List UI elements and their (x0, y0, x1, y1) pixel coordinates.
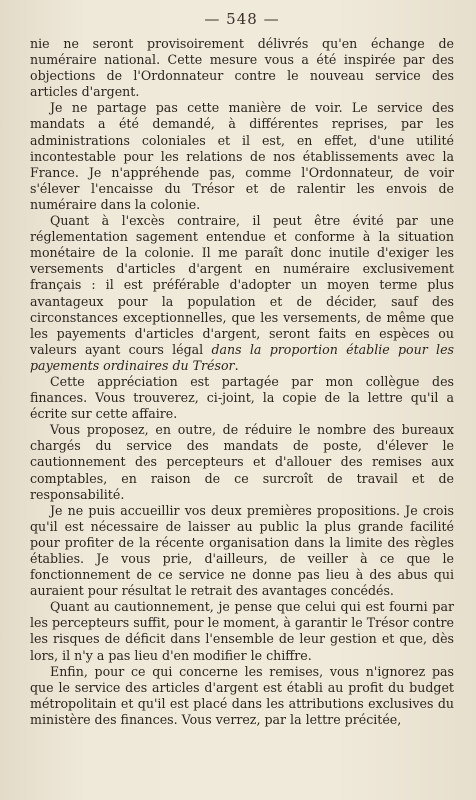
paragraph-3-italic: dans la proportion établie pour les payements ordinaires du Trésor (30, 341, 454, 373)
paragraph-6-text: Je ne puis accueillir vos deux premières propositions. Je crois qu'il est nécessaire de laisser au public la plus grande facilité pour profiter de la récente organisation dans la limite des règles établies. Je vous prie, d'ailleurs, de veiller à ce que le fonctionnement de ce service ne donne pas lieu à des abus qui auraient pour résultat le retrait des avantages concédés. (30, 502, 454, 599)
paragraph-8-text: Enfin, pour ce qui concerne les remises, vous n'ignorez pas que le service des articles d'argent est établi au profit du budget métropolitain et qu'il est placé dans les attributions exclusives du ministère des finances. Vous verrez, par la lettre précitée, (30, 663, 454, 727)
paragraph-3 (30, 213, 454, 374)
paragraph-5-text: Vous proposez, en outre, de réduire le nombre des bureaux chargés du service des mandats de poste, d'élever le cautionnement des percepteurs et d'allouer des remises aux comptables, en raison de ce surcroît de travail et de responsabilité. (30, 422, 454, 502)
paragraph-3-tail: . (234, 357, 239, 373)
page-number: — 548 — (204, 10, 280, 28)
paragraph-2-text: Je ne partage pas cette manière de voir. Le service des mandats a été demandé, à différentes reprises, par les administrations coloniales et il est, en effet, d'une utilité incontestable pour les relations de nos établissements avec la France. Je n'appréhende pas, comme l'Ordonnateur, de voir s'élever l'encaisse du Trésor et de ralentir les envois de numéraire dans la colonie. (30, 100, 454, 212)
paragraph-7-text: Quant au cautionnement, je pense que celui qui est fourni par les percepteurs suffit, pour le moment, à garantir le Trésor contre les risques de déficit dans l'ensemble de leur gestion et que, dès lors, il n'y a pas lieu d'en modifier le chiffre. (30, 599, 454, 663)
paragraph-1-text: nie ne seront provisoirement délivrés qu'en échange de numéraire national. Cette mesure vous a été inspirée par des objections de l'Ordonnateur contre le nouveau service des articles d'argent. (30, 36, 454, 100)
paragraph-6 (30, 503, 454, 600)
paragraph-7 (30, 599, 454, 663)
paragraph-4-text: Cette appréciation est partagée par mon collègue des finances. Vous trouverez, ci-joint, la copie de la lettre qu'il a écrite sur cette affaire. (30, 373, 454, 422)
paragraph-3-text: Quant à l'excès contraire, il peut être évité par une réglementation sagement entendue et conforme à la situation monétaire de la colonie. Il me paraît donc inutile d'exiger les versements d'articles d'argent en numéraire exclusivement français : il est préférable d'adopter un moyen terme plus avantageux pour la population et de décider, sauf des circonstances exceptionnelles, que les versements, de même que les payements d'articles d'argent, seront faits en espèces ou valeurs ayant cours légal (30, 213, 454, 357)
paragraph-1 (30, 36, 454, 100)
paragraph-4 (30, 374, 454, 422)
paragraph-5 (30, 422, 454, 502)
paragraph-2 (30, 100, 454, 213)
paragraph-8 (30, 664, 454, 728)
